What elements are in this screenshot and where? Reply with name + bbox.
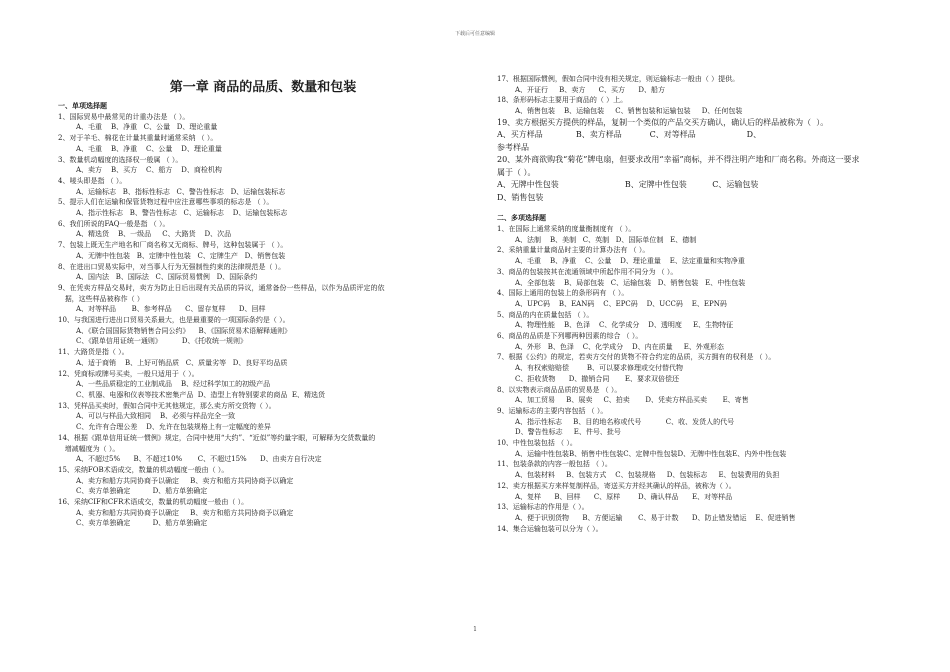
- question-text: 1、国际贸易中最常见的计重办法是 （ ）。: [58, 112, 190, 121]
- option-line: A、外形 B、色泽 C、化学成分 D、内在质量 E、外观形态: [515, 342, 724, 351]
- option-line: A、包装材料 B、包装方式 C、包装规格 D、包装标志 E、包装费用的负担: [515, 471, 780, 480]
- option-line: A、便于识别货物 B、方便运输 C、易于计数 D、防止错发错运 E、促进销售: [515, 514, 796, 522]
- option-line: A、可以与样品大致相同 B、必须与样品完全一致: [76, 412, 236, 421]
- question-text: 11、大路货是指（ ）。: [58, 348, 129, 357]
- question-text: 9、运输标志的主要内容包括 （ ）。: [497, 406, 608, 415]
- question-text: 14、根据《跟单信用证统一惯例》规定，合同中使用“大约”、“近似”等约量字眼，可解释为交货数量的 增减幅度为（ ）。: [58, 433, 376, 453]
- question-text: 4、唛头即是指 （ ）。: [58, 176, 127, 185]
- left-column: [58, 74, 468, 529]
- section-heading: 二、多项选择题: [497, 213, 546, 223]
- question-text: 4、国际上通用的包装上的条形码有 （ ）。: [497, 289, 629, 298]
- option-line: A、精选货 B、一级品 C、大路货 D、次品: [76, 230, 232, 239]
- right-column: [497, 74, 907, 534]
- question-text: 5、提示人们在运输和保管货物过程中应注意哪些事项的标志是 （ ）。: [58, 198, 274, 207]
- option-line: A、《联合国国际货物销售合同公约》 B、《国际贸易术语解释通则》: [76, 326, 292, 335]
- question-text: 3、商品的包装按其在流通领域中所起作用不同分为 （ ）。: [497, 267, 678, 276]
- option-line: A、毛重 B、净重 C、公量 D、理论重量: [76, 144, 222, 153]
- question-text: 13、运输标志的作用是（ ）。: [497, 503, 589, 512]
- option-line: C、卖方单独确定 D、船方单独确定: [76, 487, 208, 496]
- option-line: A、卖方和船方共同协商予以确定 B、卖方和船方共同协商予以确定: [76, 508, 294, 517]
- question-text: 12、卖方根据买方来样复制样品，寄送买方并经其确认的样品，被称为（ ）。: [497, 481, 736, 490]
- question-text: 6、我们所说的FAQ一般是指 （ ）。: [58, 219, 170, 228]
- question-text: 7、根据《公约》的规定，若卖方交付的货物不符合约定的品质，买方拥有的权利是 （ ）。: [497, 353, 776, 362]
- question-text: 18、条形码标志主要用于商品的（ ）上。: [497, 96, 628, 105]
- option-line: D、销售包装: [497, 192, 544, 202]
- left-question-list: [58, 101, 468, 529]
- question-text: 17、根据国际惯例，假如合同中没有相关规定，则运输标志一般由（ ）提供。: [497, 75, 740, 83]
- option-line: A、有权索赔赔偿 B、可以要求修理或交付替代物: [515, 364, 683, 373]
- option-line: A、复样 B、回样 C、原样 D、确认样品 E、对等样品: [515, 492, 733, 501]
- question-text: 3、数量机动幅度的选择权一般属 （ ）。: [58, 155, 183, 164]
- right-question-list: [497, 74, 907, 534]
- section-heading: 一、单项选择题: [58, 101, 107, 110]
- option-line: A、物理性能 B、色泽 C、化学成分 D、透明度 E、生物特征: [515, 321, 734, 330]
- option-line: A、指示性标志 B、警告性标志 C、运输标志 D、运输包装标志: [76, 209, 288, 218]
- option-line: A、不超过5% B、不超过10% C、不超过15% D、由卖方自行决定: [76, 455, 322, 464]
- option-line: A、指示性标志 B、目的地名称或代号 C、收、发货人的代号: [515, 417, 735, 426]
- option-line: A、加工贸易 B、展卖 C、拍卖 D、凭卖方样品买卖 E、寄售: [515, 396, 749, 405]
- option-line: 参考样品: [497, 142, 529, 152]
- chapter-title: 第一章 商品的品质、数量和包装: [169, 80, 357, 95]
- question-text: 5、商品的内在质量包括 （ ）。: [497, 310, 594, 319]
- option-line: A、运输标志 B、指标性标志 C、警告性标志 D、运输包装标志: [76, 187, 286, 196]
- question-text: 6、商品的品质是下列哪两种因素的综合 （ ）。: [497, 332, 643, 341]
- option-line: A、无牌中性包装 B、定牌中性包装 C、定牌生产 D、销售包装: [76, 251, 286, 260]
- option-line: A、销售包装 B、运输包装 C、销售包装和运输包装 D、任何包装: [515, 107, 743, 116]
- question-text: 11、包装条款的内容一般包括 （ ）。: [497, 460, 612, 469]
- question-text: 16、采纳CIF和CFR术语成交，数量的机动幅度一般由（ ）。: [58, 498, 249, 507]
- option-line: A、法制 B、美制 C、英制 D、国际单位制 E、德制: [515, 235, 697, 244]
- question-text: 15、采纳FOB术语成交，数量的机动幅度一般由（ ）。: [58, 465, 229, 474]
- question-text: 8、以实物表示商品品质的贸易是 （ ）。: [497, 385, 622, 394]
- question-text: 20、某外商欲购我“菊花”牌电扇，但要求改用“幸福”商标，并不得注明产地和厂商名称。外商这一要求 属于（ ）。: [497, 155, 860, 177]
- option-line: A、买方样品 B、卖方样品 C、对等样品 D、: [497, 130, 762, 140]
- question-text: 7、包装上既无生产地名和厂商名称又无商标、牌号，这种包装属于 （ ）。: [58, 241, 288, 250]
- option-line: A、对等样品 B、参考样品 C、留存复样 D、回样: [76, 305, 266, 314]
- option-line: A、运输中性包装B、销售中性包装C、定牌中性包装D、无牌中性包装E、内外中性包装: [515, 449, 787, 458]
- option-line: A、卖方 B、买方 C、船方 D、商检机构: [76, 166, 222, 175]
- question-text: 2、对于羊毛、棉花在计量其重量时通常采纳 （ ）。: [58, 134, 218, 143]
- option-line: A、卖方和船方共同协商予以确定 B、卖方和船方共同协商予以确定: [76, 476, 294, 485]
- page-number: 1: [473, 626, 477, 633]
- question-text: 9、在凭卖方样品交易时，卖方为防止日后出现有关品质的异议，通常备份一些样品，以作为品质评定的依 据，这些样品被称作（ ）: [58, 283, 385, 303]
- option-line: A、毛重 B、净重 C、公量 D、理论重量: [76, 123, 218, 132]
- option-line: A、一些品质稳定的工业制成品 B、经过科学加工的初级产品: [76, 380, 271, 389]
- option-line: A、无牌中性包装 B、定牌中性包装 C、运输包装: [497, 180, 759, 190]
- option-line: A、国内法 B、国际法 C、国际贸易惯例 D、国际条约: [76, 273, 258, 282]
- option-line: C、机器、电器和仪表等技术密集产品 D、造型上有特别要求的商品 E、精选货: [76, 390, 325, 399]
- option-line: C、《跟单信用证统一通则》 D、《托收统一规则》: [76, 337, 247, 346]
- option-line: A、开证行 B、卖方 C、买方 D、船方: [515, 85, 665, 94]
- option-line: C、卖方单独确定 D、船方单独确定: [76, 519, 208, 528]
- question-text: 2、采纳重量计量商品时主要的计算办法有 （ ）。: [497, 246, 650, 255]
- question-text: 10、与我国进行进出口贸易关系最大，也是最重要的一项国际条约是（ ）。: [58, 316, 290, 325]
- option-line: A、UPC码 B、EAN码 C、EPC码 D、UCC码 E、EPN码: [515, 299, 727, 308]
- question-text: 1、在国际上通常采纳的度量衡制度有 （ ）。: [497, 225, 636, 234]
- question-text: 14、集合运输包装可以分为（ ）。: [497, 524, 603, 533]
- option-line: C、拒收货物 D、撤销合同 E、要求双倍偿还: [515, 374, 680, 383]
- section-gap: [497, 204, 907, 213]
- question-text: 10、中性包装包括 （ ）。: [497, 439, 577, 448]
- option-line: A、全部包装 B、局部包装 C、运输包装 D、销售包装 E、中性包装: [515, 278, 746, 287]
- question-text: 12、凭商标或牌号买卖，一般只适用于（ ）。: [58, 369, 199, 378]
- option-line: A、适于商销 B、上好可销品质 C、质量劣等 D、良好平均品质: [76, 358, 288, 367]
- question-text: 8、在进出口贸易实际中，对当事人行为无强制性约束的法律规范是（ ）。: [58, 262, 286, 271]
- question-text: 13、凭样品买卖时，假如合同中无其他规定，那么卖方所交货物（ ）。: [58, 401, 276, 410]
- header-note: 下载后可任意编辑: [454, 31, 495, 37]
- question-text: 19、卖方根据买方提供的样品，复制一个类似的产品交买方确认，确认后的样品被称为（ ）。: [497, 117, 829, 127]
- option-line: A、毛重 B、净重 C、公量 D、理论重量 E、法定重量和实物净重: [515, 257, 745, 266]
- option-line: C、允许有合理公差 D、允许在包装规格上有一定幅度的差异: [76, 423, 271, 432]
- option-line: D、警告性标志 E、件号、批号: [515, 428, 621, 437]
